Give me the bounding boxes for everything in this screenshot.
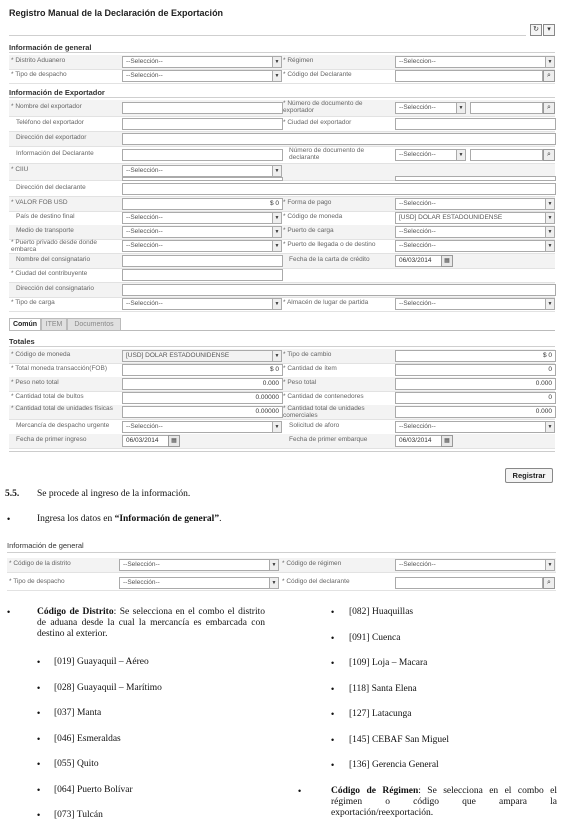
puerto-carga-label: * Puerto de carga — [283, 227, 334, 234]
regimen-label: * Régimen — [283, 57, 314, 64]
num-doc-exportador-select[interactable]: --Selección-- ▼ — [395, 102, 466, 114]
totales-row-2 — [9, 363, 555, 378]
distrito-description: Código de Distrito: Se selecciona en el combo el distrito de aduana desde la cual la mercancía es embarcada con destino al exterior. — [37, 607, 265, 639]
detalle-row-3 — [9, 225, 555, 240]
tab-divider — [9, 330, 555, 331]
distrito-item: [046] Esmeraldas — [54, 733, 121, 744]
peso-neto-input[interactable]: 0.000 — [122, 378, 283, 390]
puerto-privado-select[interactable]: --Selección-- ▼ — [122, 240, 282, 252]
general-row-2 — [9, 69, 555, 84]
chevron-down-icon: ▼ — [456, 150, 465, 160]
mini-row-1 — [7, 558, 556, 573]
mercancia-urgente-label: Mercancía de despacho urgente — [16, 422, 110, 429]
detalle-row-1 — [9, 197, 555, 212]
ciiu-input[interactable] — [122, 177, 283, 181]
bullet-icon: • — [331, 683, 335, 694]
totales-moneda-select[interactable]: [USD] DOLAR ESTADOUNIDENSE ▼ — [122, 350, 282, 362]
pais-destino-select[interactable]: --Selección-- ▼ — [122, 212, 282, 224]
mini-tipo-despacho-select[interactable]: --Selección-- ▼ — [119, 577, 279, 589]
detalle-row-6 — [9, 268, 555, 283]
detalle-row-2 — [9, 211, 555, 226]
divider — [9, 52, 555, 53]
bullet-icon: • — [37, 708, 41, 718]
pais-destino-label: País de destino final — [16, 213, 75, 220]
valor-fob-input[interactable]: $ 0 — [122, 198, 283, 210]
chevron-down-icon: ▼ — [272, 422, 281, 432]
ciiu-label: * CIIU — [11, 166, 29, 173]
search-icon[interactable]: ⌕ — [543, 577, 555, 589]
bullet-icon: • — [7, 607, 11, 617]
totales-row-5 — [9, 405, 555, 420]
detalle-row-4 — [9, 239, 555, 254]
telefono-label: Teléfono del exportador — [16, 119, 84, 126]
codigo-declarante-input[interactable] — [395, 70, 543, 82]
distrito-item: [082] Huaquillas — [349, 607, 414, 617]
ciudad-exportador-input[interactable] — [395, 118, 556, 130]
ciiu-extra-input[interactable] — [395, 176, 556, 181]
exportador-row-6 — [9, 182, 555, 197]
bullet-icon: • — [331, 632, 335, 643]
chevron-down-icon: ▼ — [272, 71, 281, 81]
form-bottom-divider — [9, 451, 555, 452]
forma-pago-select[interactable]: --Selección-- ▼ — [395, 198, 555, 210]
search-icon[interactable]: ⌕ — [543, 102, 555, 114]
tab-item[interactable]: ITEM — [41, 318, 67, 331]
detalle-row-8 — [9, 297, 555, 312]
section-number: 5.5. — [5, 489, 20, 499]
valor-fob-label: * VALOR FOB USD — [11, 199, 68, 206]
divider — [9, 97, 555, 98]
detalle-row-5 — [9, 254, 555, 269]
distrito-item: [073] Tulcán — [54, 810, 103, 820]
exportador-row-5 — [9, 164, 555, 181]
exportador-row-3 — [9, 132, 555, 147]
mini-row-2 — [7, 576, 556, 591]
direccion-declarante-input[interactable] — [122, 183, 556, 195]
bullet-icon: • — [331, 709, 335, 719]
solicitud-aforo-select[interactable]: --Selección-- ▼ — [395, 421, 555, 433]
chevron-down-icon: ▼ — [456, 103, 465, 113]
puerto-carga-select[interactable]: --Selección-- ▼ — [395, 226, 555, 238]
ciudad-exportador-label: * Ciudad del exportador — [283, 119, 352, 126]
distrito-item: [064] Puerto Bolívar — [54, 784, 133, 795]
tipo-carga-label: * Tipo de carga — [11, 299, 55, 306]
info-declarante-label: Información del Declarante — [16, 150, 94, 157]
bullet-icon: • — [37, 784, 41, 795]
fecha-ingreso-input[interactable]: 06/03/2014 — [122, 435, 170, 447]
unidades-fisicas-input[interactable]: 0.00000 — [122, 406, 283, 418]
total-moneda-label: * Total moneda transacción(FOB) — [11, 365, 107, 372]
direccion-exportador-input[interactable] — [122, 133, 556, 145]
tipo-carga-select[interactable]: --Selección-- ▼ — [122, 298, 282, 310]
chevron-down-icon: ▼ — [545, 560, 554, 570]
search-icon[interactable]: ⌕ — [543, 70, 555, 82]
general-row-1 — [9, 55, 555, 70]
chevron-down-icon: ▼ — [545, 57, 554, 67]
fecha-carta-input[interactable]: 06/03/2014 — [395, 255, 443, 267]
totales-row-6 — [9, 420, 555, 435]
direccion-declarante-label: Dirección del declarante — [16, 184, 86, 191]
puerto-llegada-select[interactable]: --Selección-- ▼ — [395, 240, 555, 252]
chevron-down-icon: ▼ — [272, 166, 281, 176]
distrito-item: [028] Guayaquil – Marítimo — [54, 682, 162, 693]
chevron-down-icon: ▼ — [272, 351, 281, 361]
codigo-regimen-label: * Código de régimen — [282, 560, 342, 567]
codigo-moneda-label: * Código de moneda — [283, 213, 343, 220]
codigo-distrito-label: * Código de la distrito — [9, 560, 71, 567]
chevron-down-icon: ▼ — [545, 299, 554, 309]
totales-row-1 — [9, 349, 555, 364]
telefono-input[interactable] — [122, 118, 283, 130]
bullet-icon: • — [37, 682, 41, 693]
total-moneda-input[interactable]: $ 0 — [122, 364, 283, 376]
exportador-row-2 — [9, 117, 555, 132]
medio-transporte-label: Medio de transporte — [16, 227, 74, 234]
direccion-consignatario-input[interactable] — [122, 284, 556, 296]
distrito-item: [136] Gerencia General — [349, 760, 439, 770]
codigo-moneda-select[interactable]: [USD] DOLAR ESTADOUNIDENSE ▼ — [395, 212, 555, 224]
distrito-item: [109] Loja – Macara — [349, 658, 428, 668]
chevron-down-icon: ▼ — [272, 227, 281, 237]
chevron-down-icon: ▼ — [545, 199, 554, 209]
distrito-item: [127] Latacunga — [349, 709, 412, 719]
totales-row-3 — [9, 377, 555, 392]
menu-button[interactable]: ▾ — [543, 24, 555, 36]
bultos-label: * Cantidad total de bultos — [11, 393, 84, 400]
calendar-icon[interactable]: ▦ — [441, 435, 453, 447]
bullet-icon: • — [331, 760, 335, 770]
tab-documentos[interactable]: Documentos — [67, 318, 121, 331]
mini-general-heading: Información de general — [7, 541, 84, 550]
chevron-down-icon: ▼ — [269, 560, 278, 570]
bultos-input[interactable]: 0.00000 — [122, 392, 283, 404]
general-heading: Información de general — [9, 43, 92, 52]
bullet-icon: • — [298, 786, 302, 796]
distrito-aduanero-label: * Distrito Aduanero — [11, 57, 66, 64]
unidades-comerciales-label: * Cantidad total de unidades comerciales — [283, 405, 365, 419]
mini-codigo-declarante-label: * Código del declarante — [282, 578, 350, 585]
almacen-select[interactable]: --Selección-- ▼ — [395, 298, 555, 310]
bullet-icon: • — [7, 514, 11, 524]
peso-total-input[interactable]: 0.000 — [395, 378, 556, 390]
distrito-aduanero-select[interactable]: --Selección-- ▼ — [122, 56, 282, 68]
codigo-regimen-select[interactable]: --Selección-- ▼ — [395, 559, 555, 571]
ciiu-select[interactable]: --Selección-- ▼ — [122, 165, 282, 177]
chevron-down-icon: ▼ — [272, 57, 281, 67]
chevron-down-icon: ▼ — [545, 241, 554, 251]
num-doc-exportador-label: * Número de documento de exportador — [283, 100, 363, 114]
ciudad-contribuyente-input[interactable] — [122, 269, 283, 281]
tipo-despacho-label: * Tipo de despacho — [11, 71, 67, 78]
tipo-cambio-label: * Tipo de cambio — [283, 351, 332, 358]
forma-pago-label: * Forma de pago — [283, 199, 332, 206]
cantidad-item-label: * Cantidad de ítem — [283, 365, 337, 372]
fecha-ingreso-label: Fecha de primer ingreso — [16, 436, 87, 443]
contenedores-label: * Cantidad de contenedores — [283, 393, 364, 400]
bullet-icon: • — [37, 810, 41, 820]
num-doc-declarante-select[interactable]: --Selección-- ▼ — [395, 149, 466, 161]
bullet-intro: Ingresa los datos en “Información de general”. — [37, 514, 222, 524]
distrito-item: [055] Quito — [54, 759, 99, 769]
fecha-embarque-label: Fecha de primer embarque — [289, 436, 368, 443]
totales-heading: Totales — [9, 337, 35, 346]
distrito-item: [037] Manta — [54, 708, 102, 718]
title-divider — [9, 35, 526, 36]
chevron-down-icon: ▼ — [272, 299, 281, 309]
fecha-embarque-input[interactable]: 06/03/2014 — [395, 435, 443, 447]
search-icon[interactable]: ⌕ — [543, 149, 555, 161]
fecha-carta-label: Fecha de la carta de crédito — [289, 256, 370, 263]
exportador-row-1 — [9, 100, 555, 117]
codigo-distrito-select[interactable]: --Selección-- ▼ — [119, 559, 279, 571]
registrar-button[interactable]: Registrar — [505, 468, 553, 483]
peso-total-label: * Peso total — [283, 379, 317, 386]
totales-moneda-label: * Código de moneda — [11, 351, 71, 358]
bullet-icon: • — [331, 658, 335, 668]
section-text: Se procede al ingreso de la información. — [37, 489, 191, 499]
bullet-icon: • — [37, 733, 41, 744]
regimen-select[interactable]: --Seleccion-- ▼ — [395, 56, 555, 68]
tab-comun[interactable]: Común — [9, 318, 41, 331]
peso-neto-label: * Peso neto total — [11, 379, 59, 386]
mini-tipo-despacho-label: * Tipo de despacho — [9, 578, 65, 585]
direccion-consignatario-label: Dirección del consignatario — [16, 285, 95, 292]
totales-row-7 — [9, 434, 555, 449]
ciudad-contribuyente-label: * Ciudad del contribuyente — [11, 270, 88, 277]
num-doc-declarante-label: Número de documento de declarante — [289, 147, 365, 161]
totales-row-4 — [9, 391, 555, 406]
detalle-row-7 — [9, 283, 555, 298]
mini-codigo-declarante-input[interactable] — [395, 577, 543, 589]
codigo-declarante-label: * Código del Declarante — [283, 71, 352, 78]
calendar-icon[interactable]: ▦ — [441, 255, 453, 267]
divider — [9, 346, 555, 347]
num-doc-exportador-input[interactable] — [470, 102, 543, 114]
chevron-down-icon: ▼ — [272, 241, 281, 251]
exportador-heading: Información de Exportador — [9, 88, 105, 97]
unidades-comerciales-input[interactable]: 0.000 — [395, 406, 556, 418]
chevron-down-icon: ▼ — [545, 422, 554, 432]
almacen-label: * Almacén de lugar de partida — [283, 299, 369, 306]
distrito-item: [019] Guayaquil – Aéreo — [54, 657, 149, 667]
bullet-icon: • — [37, 657, 41, 667]
nombre-exportador-label: * Nombre del exportador — [11, 103, 82, 110]
distrito-item: [091] Cuenca — [349, 632, 401, 643]
info-declarante-input[interactable] — [122, 149, 283, 161]
bullet-icon: • — [331, 734, 335, 745]
medio-transporte-select[interactable]: --Selección-- ▼ — [122, 226, 282, 238]
calendar-icon[interactable]: ▦ — [168, 435, 180, 447]
unidades-fisicas-label: * Cantidad total de unidades físicas — [11, 405, 113, 412]
distrito-item: [145] CEBAF San Miguel — [349, 734, 450, 745]
exportador-row-4 — [9, 147, 555, 164]
nombre-exportador-input[interactable] — [122, 102, 283, 114]
divider — [7, 552, 556, 553]
chevron-down-icon: ▼ — [269, 578, 278, 588]
direccion-exportador-label: Dirección del exportador — [16, 134, 87, 141]
nombre-consignatario-label: Nombre del consignatario — [16, 256, 91, 263]
solicitud-aforo-label: Solicitud de aforo — [289, 422, 340, 429]
tipo-cambio-input[interactable]: $ 0 — [395, 350, 556, 362]
page-title: Registro Manual de la Declaración de Exportación — [9, 8, 224, 18]
refresh-button[interactable]: ↻ — [530, 24, 542, 36]
chevron-down-icon: ▼ — [545, 227, 554, 237]
puerto-privado-label: * Puerto privado desde donde embarca — [11, 239, 98, 253]
chevron-down-icon: ▼ — [545, 213, 554, 223]
nombre-consignatario-input[interactable] — [122, 255, 283, 267]
num-doc-declarante-input[interactable] — [470, 149, 543, 161]
regimen-description: Código de Régimen: Se selecciona en el combo el régimen o código que ampara la exportación/reexportación. — [331, 786, 557, 818]
cantidad-item-input[interactable]: 0 — [395, 364, 556, 376]
contenedores-input[interactable]: 0 — [395, 392, 556, 404]
distrito-item: [118] Santa Elena — [349, 683, 417, 694]
chevron-down-icon: ▼ — [272, 213, 281, 223]
bullet-icon: • — [37, 759, 41, 769]
bullet-icon: • — [331, 607, 335, 617]
mercancia-urgente-select[interactable]: --Selección-- ▼ — [122, 421, 282, 433]
tipo-despacho-select[interactable]: --Selección-- ▼ — [122, 70, 282, 82]
puerto-llegada-label: * Puerto de llegada o de destino — [283, 241, 376, 248]
